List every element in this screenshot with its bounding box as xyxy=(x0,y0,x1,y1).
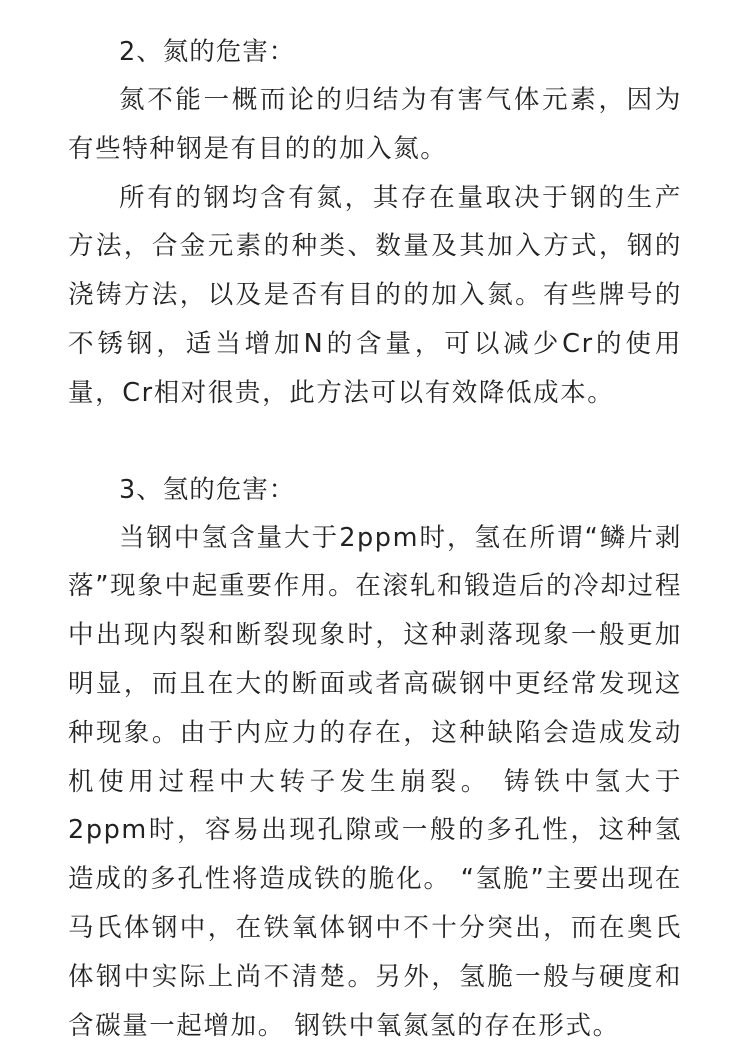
paragraph: 当钢中氢含量大于2ppm时，氢在所谓“鳞片剥落”现象中起重要作用。在滚轧和锻造后的冷却过程中出现内裂和断裂现象时，这种剥落现象一般更加明显，而且在大的断面或者高碳钢中更经常发现这种现象。由于内应力的存在，这种缺陷会造成发动机使用过程中大转子发生崩裂。 铸铁中氢大于2ppm时，容易出现孔隙或一般的多孔性，这种氢造成的多孔性将造成铁的脆化。 “氢脆”主要出现在马氏体钢中，在铁氧体钢中不十分突出，而在奥氏体钢中实际上尚不清楚。另外，氢脆一般与硬度和含碳量一起增加。 钢铁中氧氮氢的存在形式。 xyxy=(68,522,682,1041)
section-heading: 3、氢的危害： xyxy=(119,474,296,505)
paragraph: 所有的钢均含有氮，其存在量取决于钢的生产方法，合金元素的种类、数量及其加入方式，钢的浇铸方法，以及是否有目的的加入氮。有些牌号的不锈钢，适当增加N的含量，可以减少Cr的使用量，Cr相对很贵，此方法可以有效降低成本。 xyxy=(68,182,682,408)
section-hydrogen xyxy=(68,466,682,1050)
section-nitrogen xyxy=(68,28,682,418)
paragraph: 氮不能一概而论的归结为有害气体元素，因为有些特种钢是有目的的加入氮。 xyxy=(68,85,682,164)
section-heading: 2、氮的危害： xyxy=(119,37,296,67)
